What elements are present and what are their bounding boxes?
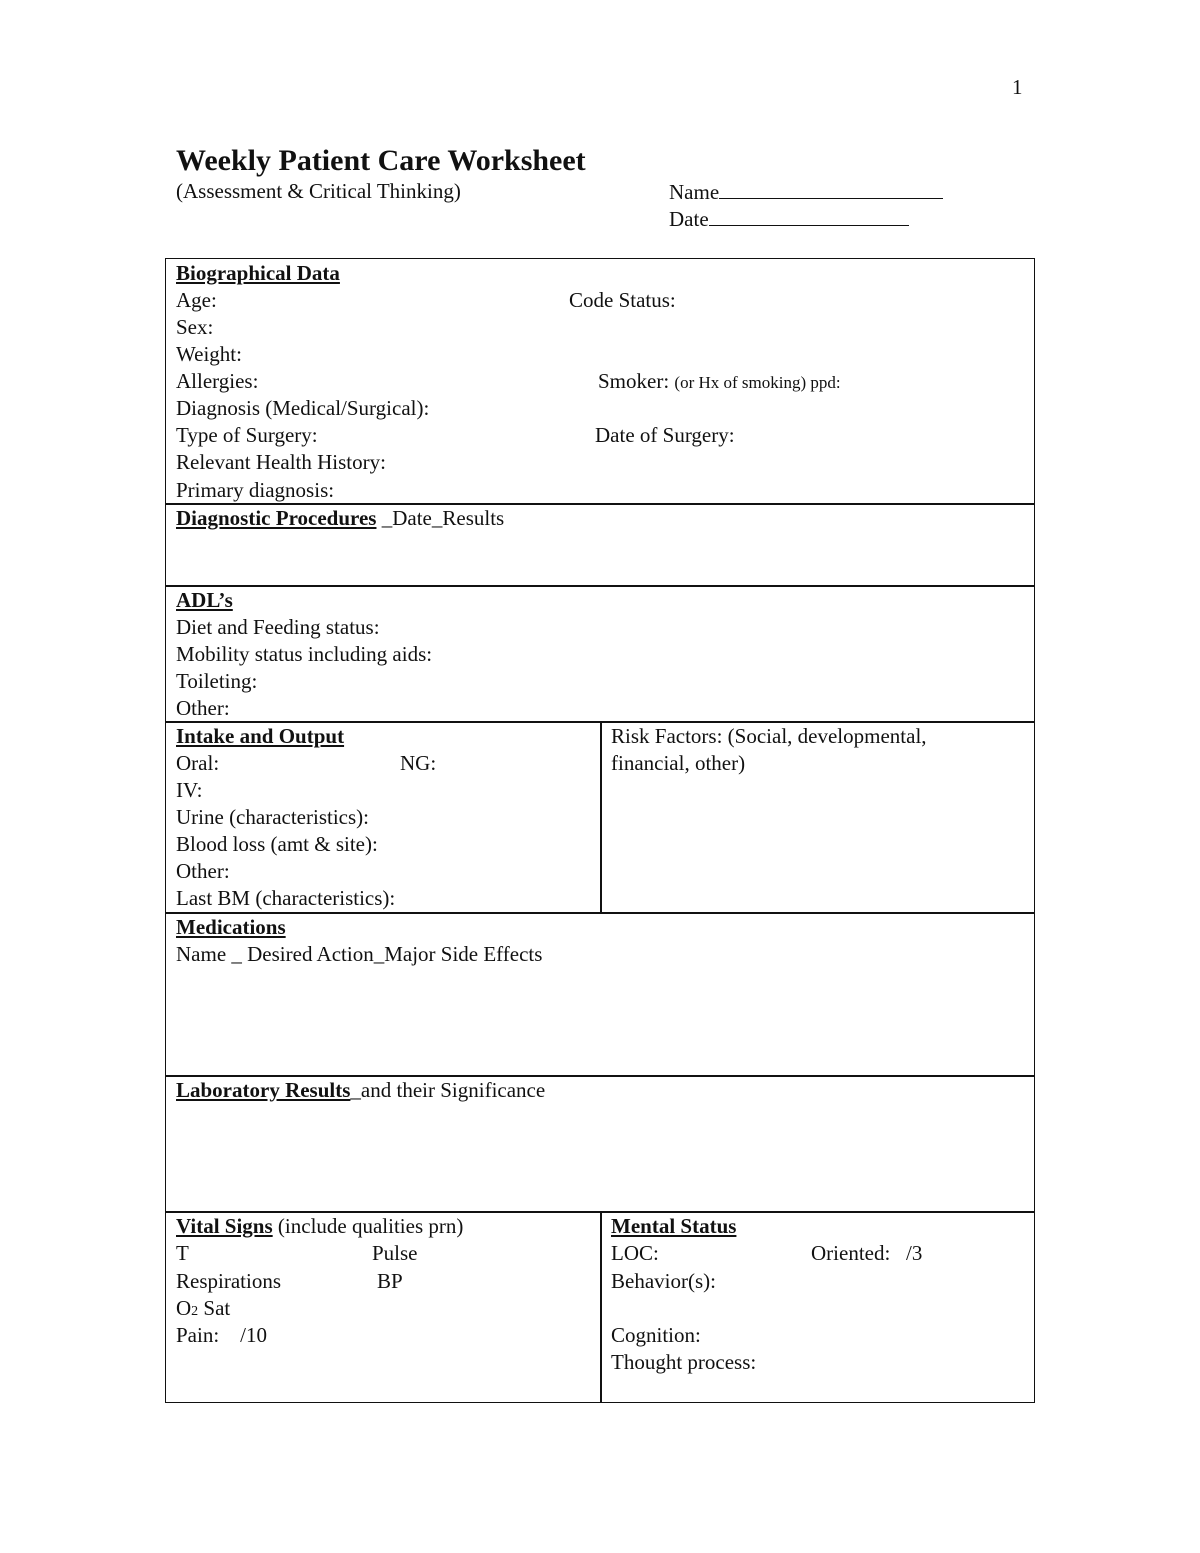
risk-factors-line2: financial, other) bbox=[611, 751, 746, 775]
name-field-row bbox=[669, 178, 943, 206]
mental-status-heading: Mental Status bbox=[611, 1214, 737, 1238]
smoker-text: Smoker: bbox=[598, 369, 670, 393]
diagnostic-section bbox=[176, 505, 504, 532]
toileting-label: Toileting: bbox=[176, 669, 258, 693]
behavior-label: Behavior(s): bbox=[611, 1269, 716, 1293]
o2-sat-label bbox=[176, 1295, 230, 1325]
o2-subscript: 2 bbox=[191, 1304, 199, 1319]
ng-label: NG: bbox=[400, 751, 437, 775]
thought-process-label: Thought process: bbox=[611, 1350, 757, 1374]
urine-label: Urine (characteristics): bbox=[176, 805, 369, 829]
oriented-label: Oriented: /3 bbox=[811, 1241, 923, 1265]
vital-signs-note: (include qualities prn) bbox=[272, 1214, 464, 1238]
date-of-surgery-label: Date of Surgery: bbox=[595, 423, 735, 447]
date-label: Date bbox=[669, 207, 709, 231]
page-subtitle: (Assessment & Critical Thinking) bbox=[176, 179, 461, 203]
age-label: Age: bbox=[176, 288, 217, 312]
primary-diagnosis-label: Primary diagnosis: bbox=[176, 478, 335, 502]
vital-signs-heading: Vital Signs bbox=[176, 1214, 273, 1238]
date-field[interactable] bbox=[709, 205, 909, 226]
column-divider bbox=[600, 721, 602, 913]
o2-text: O bbox=[176, 1296, 192, 1320]
medications-columns: Name _ Desired Action_Major Side Effects bbox=[176, 942, 543, 966]
bp-label: BP bbox=[377, 1269, 403, 1293]
allergies-label: Allergies: bbox=[176, 369, 259, 393]
page-number: 1 bbox=[1012, 75, 1023, 99]
loc-label: LOC: bbox=[611, 1241, 659, 1265]
page-title: Weekly Patient Care Worksheet bbox=[176, 144, 586, 177]
laboratory-heading: Laboratory Results bbox=[176, 1078, 351, 1102]
sex-label: Sex: bbox=[176, 315, 214, 339]
io-other-label: Other: bbox=[176, 859, 230, 883]
o2-sat-text: Sat bbox=[198, 1296, 231, 1320]
pulse-label: Pulse bbox=[372, 1241, 418, 1265]
blood-loss-label: Blood loss (amt & site): bbox=[176, 832, 378, 856]
adls-other-label: Other: bbox=[176, 696, 230, 720]
name-label: Name bbox=[669, 180, 720, 204]
risk-factors-line1: Risk Factors: (Social, developmental, bbox=[611, 724, 927, 748]
column-divider bbox=[600, 1211, 602, 1402]
laboratory-section bbox=[176, 1077, 545, 1104]
diagnosis-label: Diagnosis (Medical/Surgical): bbox=[176, 396, 430, 420]
date-field-row bbox=[669, 205, 909, 233]
diagnostic-columns: _Date_Results bbox=[376, 506, 505, 530]
smoker-note: (or Hx of smoking) ppd: bbox=[674, 373, 841, 392]
biographical-heading: Biographical Data bbox=[176, 261, 340, 285]
cognition-label: Cognition: bbox=[611, 1323, 701, 1347]
mobility-label: Mobility status including aids: bbox=[176, 642, 433, 666]
diagnostic-heading: Diagnostic Procedures bbox=[176, 506, 377, 530]
temperature-label: T bbox=[176, 1241, 189, 1265]
laboratory-columns: _and their Significance bbox=[350, 1078, 546, 1102]
smoker-label bbox=[598, 368, 841, 396]
weight-label: Weight: bbox=[176, 342, 242, 366]
health-history-label: Relevant Health History: bbox=[176, 450, 386, 474]
medications-heading: Medications bbox=[176, 915, 286, 939]
respirations-label: Respirations bbox=[176, 1269, 281, 1293]
vital-signs-title bbox=[176, 1213, 463, 1240]
oral-label: Oral: bbox=[176, 751, 220, 775]
adls-heading: ADL’s bbox=[176, 588, 233, 612]
iv-label: IV: bbox=[176, 778, 203, 802]
type-of-surgery-label: Type of Surgery: bbox=[176, 423, 318, 447]
name-field[interactable] bbox=[719, 178, 943, 199]
pain-label: Pain: /10 bbox=[176, 1323, 268, 1347]
row-divider bbox=[165, 585, 1034, 587]
code-status-label: Code Status: bbox=[569, 288, 676, 312]
diet-label: Diet and Feeding status: bbox=[176, 615, 380, 639]
intake-output-heading: Intake and Output bbox=[176, 724, 345, 748]
last-bm-label: Last BM (characteristics): bbox=[176, 886, 396, 910]
